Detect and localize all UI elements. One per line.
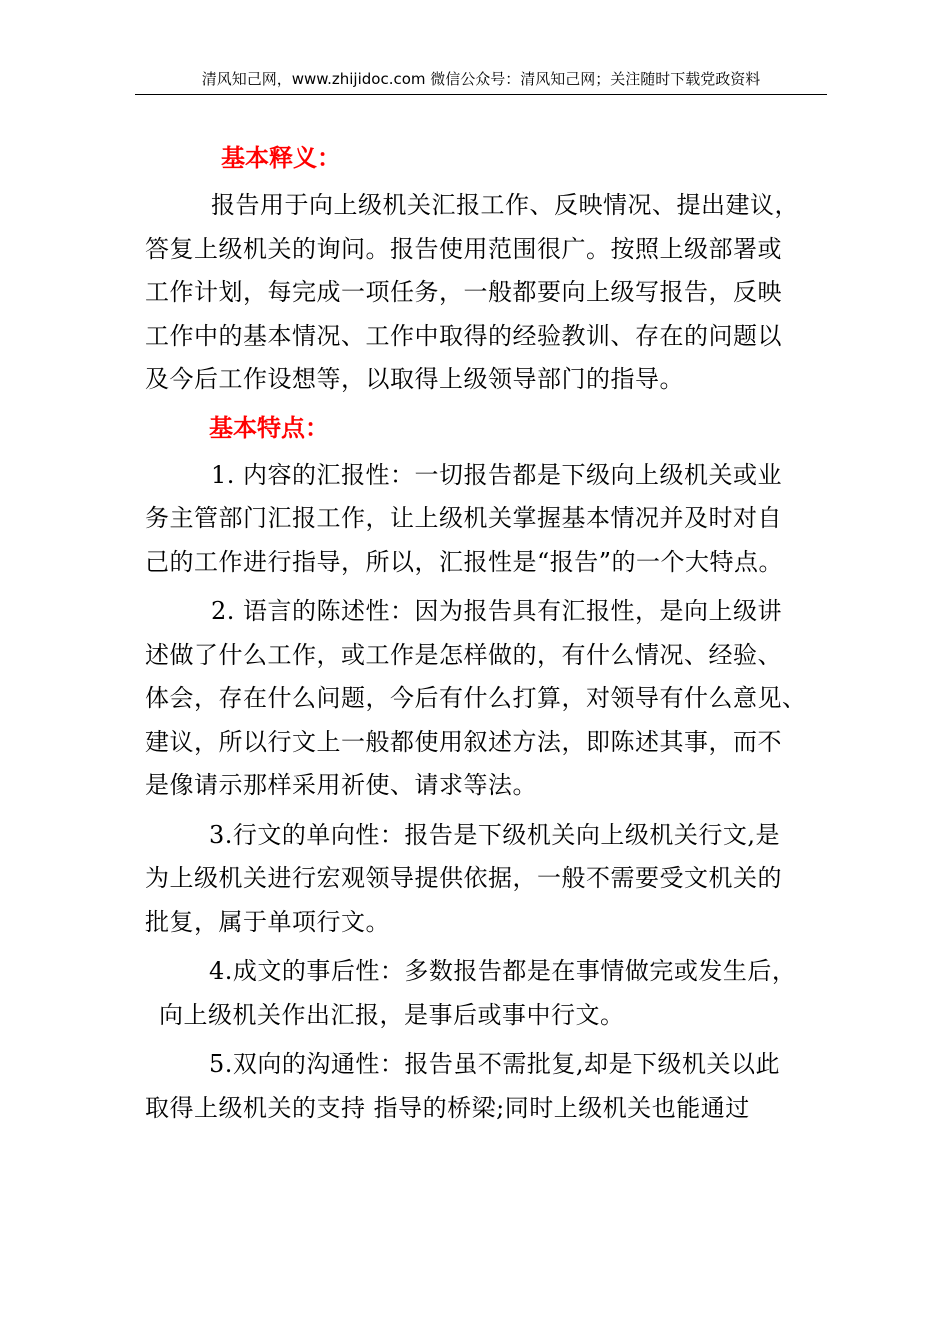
feature-1-paragraph	[145, 454, 835, 585]
paragraph-line: 批复，属于单项行文。	[145, 907, 390, 936]
paragraph-line: 1. 内容的汇报性：一切报告都是下级向上级机关或业	[211, 460, 783, 489]
page-header: 清风知己网，www.zhijidoc.com 微信公众号：清风知己网；关注随时下载党政资料	[135, 64, 827, 95]
paragraph-line: 工作中的基本情况、工作中取得的经验教训、存在的问题以	[145, 321, 782, 350]
paragraph-line: 向上级机关作出汇报，是事后或事中行文。	[159, 1000, 625, 1029]
document-body	[145, 132, 835, 1130]
paragraph-line: 述做了什么工作，或工作是怎样做的，有什么情况、经验、	[145, 640, 782, 669]
feature-2-paragraph	[145, 590, 835, 808]
features-heading: 基本特点：	[209, 412, 329, 442]
paragraph-line: 工作计划，每完成一项任务，一般都要向上级写报告，反映	[145, 278, 782, 306]
definition-paragraph	[145, 184, 835, 402]
feature-4-paragraph	[145, 950, 835, 1037]
paragraph-line: 务主管部门汇报工作，让上级机关掌握基本情况并及时对自	[145, 504, 782, 532]
paragraph-line: 是像请示那样采用祈使、请求等法。	[145, 771, 537, 799]
paragraph-line: 体会，存在什么问题，今后有什么打算，对领导有什么意见、	[145, 684, 807, 712]
definition-heading: 基本释义：	[221, 143, 341, 172]
paragraph-line: 5.双向的沟通性：报告虽不需批复,却是下级机关以此	[209, 1050, 781, 1078]
paragraph-line: 建议，所以行文上一般都使用叙述方法，即陈述其事，而不	[145, 727, 782, 756]
paragraph-line: 及今后工作设想等，以取得上级领导部门的指导。	[145, 365, 684, 393]
paragraph-line: 3.行文的单向性：报告是下级机关向上级机关行文,是	[209, 820, 781, 849]
paragraph-line: 2. 语言的陈述性：因为报告具有汇报性，是向上级讲	[211, 597, 783, 625]
paragraph-line: 为上级机关进行宏观领导提供依据，一般不需要受文机关的	[145, 864, 782, 892]
feature-5-paragraph	[145, 1043, 835, 1130]
paragraph-line: 4.成文的事后性：多数报告都是在事情做完或发生后，	[209, 957, 797, 985]
paragraph-line: 取得上级机关的支持 指导的桥梁;同时上级机关也能通过	[145, 1093, 750, 1122]
paragraph-line: 报告用于向上级机关汇报工作、反映情况、提出建议，	[211, 191, 799, 219]
paragraph-line: 己的工作进行指导，所以，汇报性是“报告”的一个大特点。	[145, 547, 784, 576]
feature-3-paragraph	[145, 814, 835, 945]
paragraph-line: 答复上级机关的询问。报告使用范围很广。按照上级部署或	[145, 234, 782, 263]
